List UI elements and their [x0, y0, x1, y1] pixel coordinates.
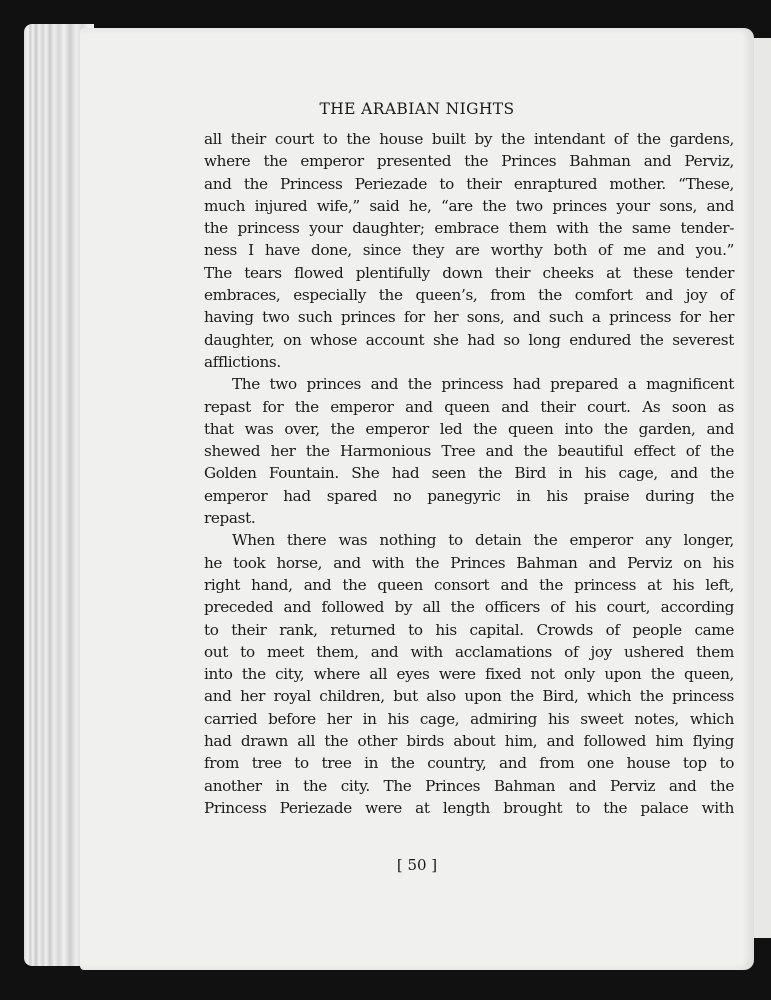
paragraph: [204, 373, 734, 529]
text-line: ness I have done, since they are worthy both of me and you.”: [204, 241, 734, 260]
book-page: [80, 28, 754, 970]
text-line: repast.: [204, 509, 256, 528]
text-line: and the Princess Periezade to their enraptured mother. “These,: [204, 174, 734, 193]
text-line: the princess your daughter; embrace them with the same tender-: [204, 219, 734, 238]
text-line: The two princes and the princess had prepared a magnificent: [232, 375, 734, 394]
page-number: [ 50 ]: [396, 856, 438, 874]
text-line: emperor had spared no panegyric in his praise during the: [204, 486, 734, 505]
paragraph: [204, 128, 734, 373]
text-line: all their court to the house built by the intendant of the gardens,: [204, 130, 734, 148]
text-line: out to meet them, and with acclamations of joy ushered them: [204, 642, 734, 661]
paragraph: [204, 529, 734, 819]
text-line: another in the city. The Princes Bahman and Perviz and the: [204, 776, 734, 795]
text-line: he took horse, and with the Princes Bahman and Perviz on his: [204, 553, 734, 572]
text-line: repast for the emperor and queen and their court. As soon as: [204, 397, 734, 416]
text-line: When there was nothing to detain the emperor any longer,: [232, 531, 734, 550]
text-line: carried before her in his cage, admiring his sweet notes, which: [204, 709, 734, 728]
text-line: and her royal children, but also upon the Bird, which the princess: [204, 687, 734, 706]
text-line: having two such princes for her sons, and such a princess for her: [204, 308, 734, 327]
text-line: that was over, the emperor led the queen into the garden, and: [204, 419, 734, 438]
text-line: afflictions.: [204, 352, 281, 371]
text-line: Golden Fountain. She had seen the Bird in his cage, and the: [204, 464, 734, 483]
facing-page-edge: [754, 38, 771, 938]
text-line: from tree to tree in the country, and from one house top to: [204, 754, 734, 773]
text-line: much injured wife,” said he, “are the two princes your sons, and: [204, 196, 734, 215]
text-line: into the city, where all eyes were fixed not only upon the queen,: [204, 665, 734, 684]
body-text: [204, 128, 734, 819]
text-line: preceded and followed by all the officers of his court, according: [204, 598, 734, 617]
text-line: to their rank, returned to his capital. Crowds of people came: [204, 620, 734, 639]
text-line: daughter, on whose account she had so long endured the severest: [204, 330, 734, 349]
text-line: Princess Periezade were at length brought to the palace with: [204, 798, 734, 817]
text-line: The tears flowed plentifully down their cheeks at these tender: [204, 263, 734, 282]
running-head: THE ARABIAN NIGHTS: [319, 100, 515, 118]
text-line: had drawn all the other birds about him, and followed him flying: [204, 732, 734, 751]
text-line: embraces, especially the queen’s, from the comfort and joy of: [204, 286, 734, 305]
text-line: where the emperor presented the Princes Bahman and Perviz,: [204, 152, 734, 171]
text-line: shewed her the Harmonious Tree and the beautiful effect of the: [204, 442, 734, 461]
text-line: right hand, and the queen consort and the princess at his left,: [204, 575, 734, 594]
